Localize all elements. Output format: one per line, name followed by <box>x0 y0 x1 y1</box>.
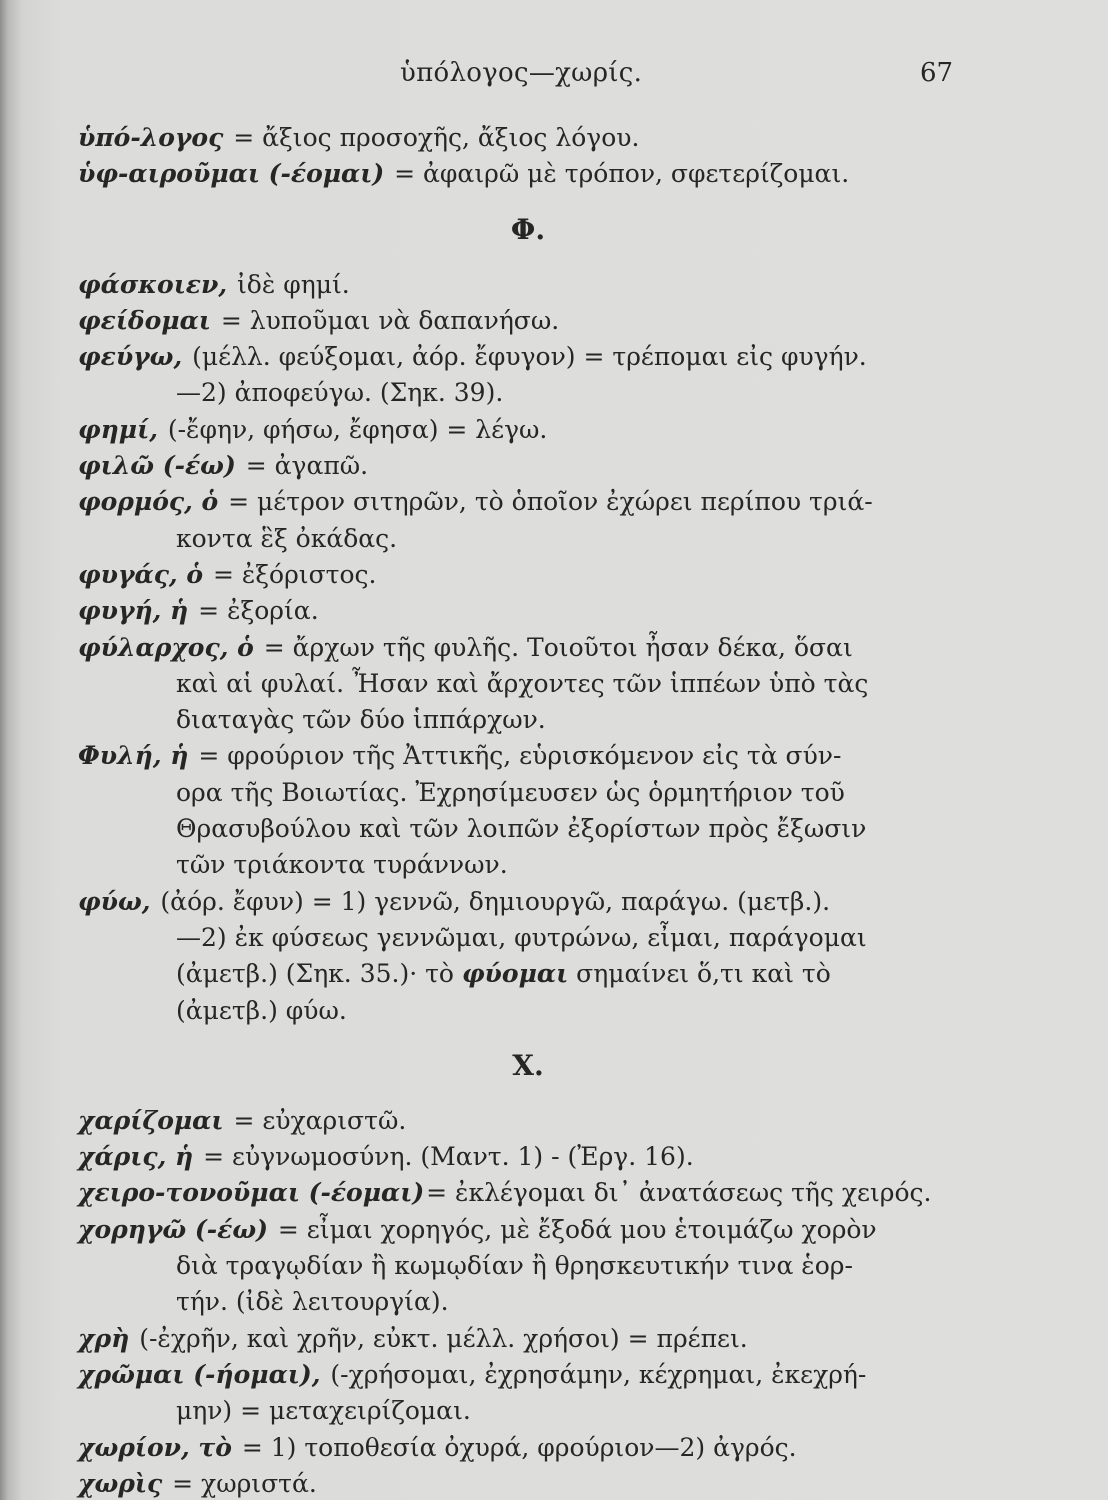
definition-text: = φρούριον τῆς Ἀττικῆς, εὑρισκόμενον εἰς τὰ σύν- <box>190 741 842 771</box>
entry-line <box>78 557 958 593</box>
entry-line <box>78 811 958 847</box>
dictionary-entry <box>78 593 958 629</box>
definition-text: (ἀμετβ.) (Σηκ. 35.)· τὸ <box>176 959 454 989</box>
dictionary-entry <box>78 156 958 192</box>
definition-text: (-ἔφην, φήσω, ἔφησα) = λέγω. <box>159 414 548 444</box>
definition-text: = 1) τοποθεσία ὀχυρά, φρούριον—2) ἀγρός. <box>233 1432 797 1462</box>
entry-line <box>78 484 958 520</box>
page-number: 67 <box>920 58 954 88</box>
entry-line <box>78 775 958 811</box>
definition-text: —2) ἐκ φύσεως γεννῶμαι, φυτρώνω, εἶμαι, παράγομαι <box>176 922 867 952</box>
headword: χαρίζομαι <box>78 1105 224 1135</box>
definition-text: τήν. (ἰδὲ λειτουργία). <box>176 1287 449 1317</box>
entry-line <box>78 993 958 1029</box>
entry-line <box>78 630 958 666</box>
entry-line <box>78 702 958 738</box>
definition-text: = χωριστά. <box>164 1468 317 1498</box>
definition-text: (-ἐχρῆν, καὶ χρῆν, εὐκτ. μέλλ. χρήσοι) = πρέπει. <box>131 1323 748 1353</box>
dictionary-entry <box>78 339 958 412</box>
headword: φυγή, ἡ <box>78 596 189 626</box>
dictionary-entry <box>78 120 958 156</box>
entry-line <box>78 666 958 702</box>
headword: φύλαρχος, ὁ <box>78 632 254 662</box>
section-letter: Χ. <box>512 1048 544 1082</box>
dictionary-entry <box>78 484 958 557</box>
entry-line <box>78 1466 958 1500</box>
headword: χωρίον, τὸ <box>78 1432 232 1462</box>
dictionary-entry <box>78 1321 958 1357</box>
dictionary-entry <box>78 884 958 1029</box>
entry-line <box>78 375 958 411</box>
entry-line <box>78 920 958 956</box>
headword: φύω, <box>78 886 151 916</box>
entry-line <box>78 884 958 920</box>
dictionary-entry <box>78 630 958 739</box>
entry-line <box>78 1175 958 1211</box>
running-head: ὑπόλογος—χωρίς. <box>400 58 643 88</box>
dictionary-entry <box>78 267 958 303</box>
entry-line <box>78 120 958 156</box>
definition-text: —2) ἀποφεύγω. (Σηκ. 39). <box>176 378 504 408</box>
definition-text: = ἐκλέγομαι δι᾽ ἀνατάσεως τῆς χειρός. <box>426 1178 932 1208</box>
definition-text: (ἀμετβ.) φύω. <box>176 995 347 1025</box>
dictionary-entry <box>78 1430 958 1466</box>
dictionary-entry <box>78 1175 958 1211</box>
dictionary-entry <box>78 1139 958 1175</box>
definition-text: κοντα ἓξ ὀκάδας. <box>176 523 398 553</box>
definition-text: = εὐγνωμοσύνη. (Μαντ. 1) - (Ἐργ. 16). <box>195 1142 694 1172</box>
definition-text: σημαίνει ὅ,τι καὶ τὸ <box>568 959 831 989</box>
headword: χωρὶς <box>78 1468 163 1498</box>
definition-text: = ἀφαιρῶ μὲ τρόπον, σφετερίζομαι. <box>386 159 850 189</box>
headword: ὑφ-αιροῦμαι (-έομαι) <box>78 159 385 189</box>
entry-line <box>78 412 958 448</box>
dictionary-entry <box>78 1357 958 1430</box>
definition-text: = λυποῦμαι νὰ δαπανήσω. <box>212 305 560 335</box>
dictionary-entry <box>78 557 958 593</box>
definition-text: = ἄξιος προσοχῆς, ἄξιος λόγου. <box>225 123 640 152</box>
dictionary-entry <box>78 448 958 484</box>
headword: Φυλή, ἡ <box>78 741 189 771</box>
definition-text: = ἀγαπῶ. <box>237 451 369 481</box>
headword: χορηγῶ (-έω) <box>78 1214 268 1244</box>
entry-line <box>78 1248 958 1284</box>
definition-text: τῶν τριάκοντα τυράννων. <box>176 850 508 880</box>
headword: φεύγω, <box>78 342 183 372</box>
entry-line <box>78 1321 958 1357</box>
entry-line <box>78 738 958 774</box>
headword: φιλῶ (-έω) <box>78 451 236 481</box>
dictionary-entry <box>78 1103 958 1139</box>
definition-text: ἰδὲ φημί. <box>229 269 350 299</box>
headword: χρὴ <box>78 1323 130 1353</box>
headword: φορμός, ὁ <box>78 487 219 517</box>
definition-text: = εἶμαι χορηγός, μὲ ἔξοδά μου ἑτοιμάζω χορὸν <box>269 1214 877 1244</box>
dictionary-entry <box>78 303 958 339</box>
headword: φάσκοιεν, <box>78 269 228 299</box>
definition-text: διὰ τραγῳδίαν ἢ κωμῳδίαν ἢ θρησκευτικήν τινα ἑορ- <box>176 1251 853 1281</box>
page-header <box>0 58 1108 94</box>
definition-text: (μέλλ. φεύξομαι, ἀόρ. ἔφυγον) = τρέπομαι εἰς φυγήν. <box>184 342 867 372</box>
headword: φυγάς, ὁ <box>78 559 204 589</box>
section-letter: Φ. <box>510 212 546 246</box>
headword: φημί, <box>78 414 158 444</box>
entry-line <box>78 448 958 484</box>
entry-line <box>78 1284 958 1320</box>
definition-text: μην) = μεταχειρίζομαι. <box>176 1396 471 1426</box>
headword: χειρο-τονοῦμαι (-έομαι) <box>78 1178 425 1208</box>
entry-line <box>78 1357 958 1393</box>
definition-text: = ἐξορία. <box>190 596 319 626</box>
entry-line <box>78 339 958 375</box>
definition-text: = εὐχαριστῶ. <box>225 1105 407 1135</box>
headword: φείδομαι <box>78 305 211 335</box>
dictionary-body <box>78 120 958 1500</box>
definition-text: (ἀόρ. ἔφυν) = 1) γεννῶ, δημιουργῶ, παράγω. (μετβ.). <box>152 886 831 916</box>
definition-text: Θρασυβούλου καὶ τῶν λοιπῶν ἐξορίστων πρὸς ἔξωσιν <box>176 814 867 844</box>
entry-line <box>78 1212 958 1248</box>
definition-text: = μέτρον σιτηρῶν, τὸ ὁποῖον ἐχώρει περίπου τριά- <box>220 487 873 517</box>
dictionary-entry <box>78 738 958 883</box>
dictionary-entry <box>78 1212 958 1321</box>
entry-line <box>78 1103 958 1139</box>
definition-text: διαταγὰς τῶν δύο ἱππάρχων. <box>176 705 546 735</box>
entry-line <box>78 956 958 992</box>
entry-line <box>78 156 958 192</box>
headword: χάρις, ἡ <box>78 1142 194 1172</box>
headword: χρῶμαι (-ήομαι), <box>78 1359 321 1389</box>
definition-text: καὶ αἱ φυλαί. Ἦσαν καὶ ἄρχοντες τῶν ἱππέων ὑπὸ τὰς <box>176 668 869 698</box>
entry-line <box>78 1430 958 1466</box>
entry-line <box>78 847 958 883</box>
entry-line <box>78 1139 958 1175</box>
entry-line <box>78 303 958 339</box>
headword: ὑπό-λογος <box>78 123 224 152</box>
definition-text: ορα τῆς Βοιωτίας. Ἐχρησίμευσεν ὡς ὁρμητήριον τοῦ <box>176 777 845 807</box>
definition-text: = ἄρχων τῆς φυλῆς. Τοιοῦτοι ἦσαν δέκα, ὅσαι <box>255 632 853 662</box>
entry-line <box>78 267 958 303</box>
definition-text: = ἐξόριστος. <box>205 559 377 589</box>
dictionary-entry <box>78 1466 958 1500</box>
entry-line <box>78 593 958 629</box>
entry-line <box>78 521 958 557</box>
dictionary-entry <box>78 412 958 448</box>
definition-text: (-χρήσομαι, ἐχρησάμην, κέχρημαι, ἐκεχρή- <box>322 1359 867 1389</box>
keyword: φύομαι <box>461 959 569 989</box>
entry-line <box>78 1393 958 1429</box>
